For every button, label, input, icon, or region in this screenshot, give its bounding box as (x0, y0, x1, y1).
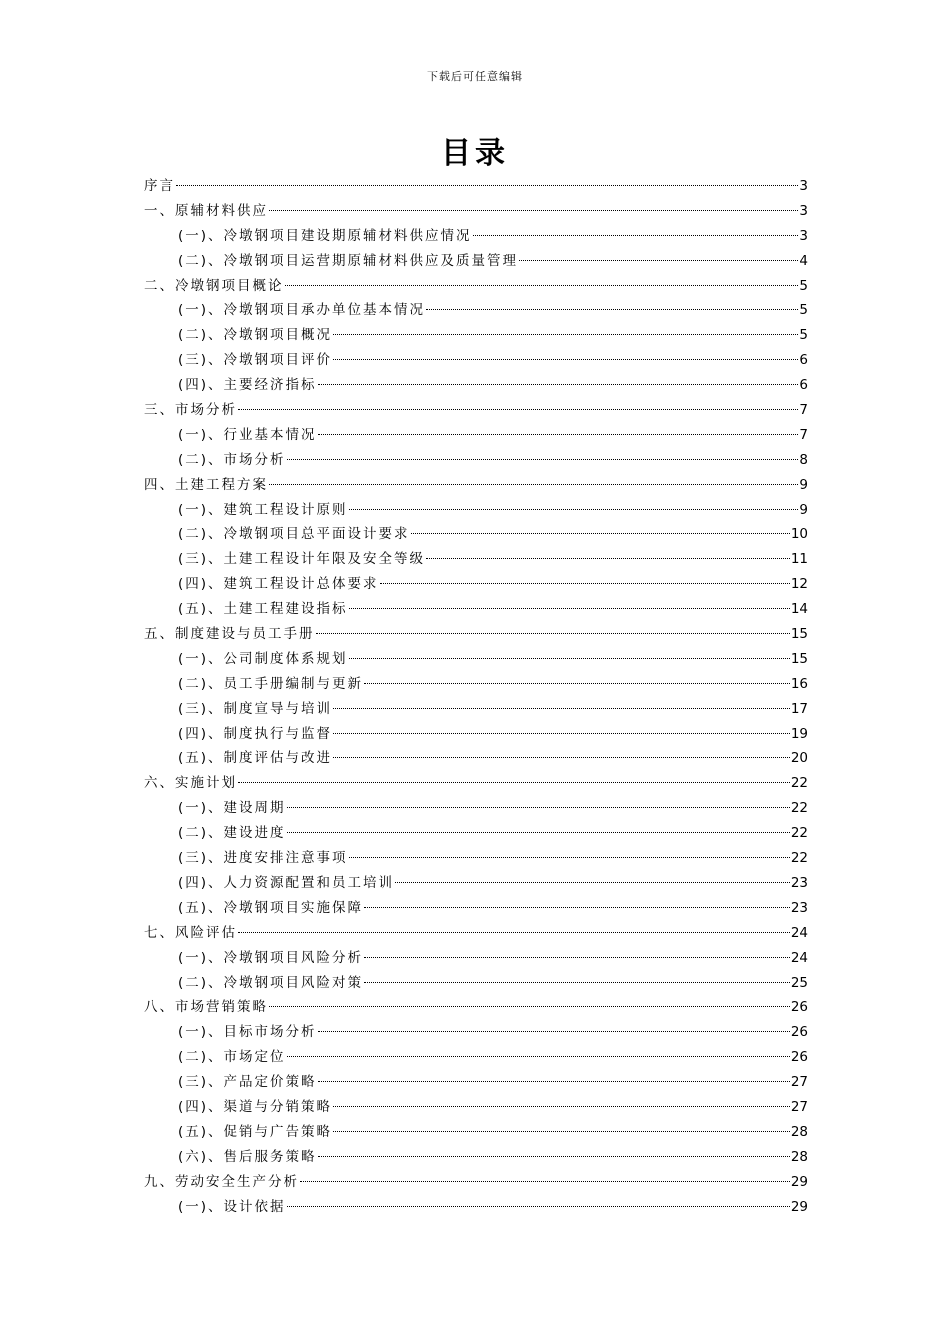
table-of-contents (144, 174, 808, 1219)
toc-page-number: 11 (790, 551, 808, 568)
toc-section-entry[interactable] (144, 672, 808, 697)
toc-section-entry[interactable] (144, 249, 808, 274)
toc-page-number: 26 (790, 999, 808, 1016)
toc-entry-title: (三)、产品定价策略 (178, 1074, 317, 1091)
toc-dot-leader (333, 757, 790, 758)
toc-page-number: 28 (790, 1123, 808, 1140)
toc-dot-leader (333, 733, 790, 734)
toc-page-number: 28 (790, 1148, 808, 1165)
toc-entry-title: (一)、冷墩钢项目承办单位基本情况 (178, 302, 426, 319)
toc-section-entry[interactable] (144, 323, 808, 348)
toc-entry-title: 四、土建工程方案 (144, 476, 268, 493)
toc-dot-leader (364, 957, 790, 958)
toc-page-number: 3 (799, 202, 808, 219)
toc-page-number: 4 (799, 252, 808, 269)
toc-chapter-entry[interactable] (144, 1170, 808, 1195)
toc-dot-leader (473, 235, 799, 236)
toc-entry-title: (三)、冷墩钢项目评价 (178, 352, 333, 369)
toc-chapter-entry[interactable] (144, 921, 808, 946)
page-header: 下载后可任意编辑 (427, 70, 523, 83)
toc-section-entry[interactable] (144, 1020, 808, 1045)
toc-page-number: 24 (790, 949, 808, 966)
toc-entry-title: 六、实施计划 (144, 775, 237, 792)
toc-dot-leader (269, 1006, 790, 1007)
toc-entry-title: (二)、市场分析 (178, 451, 286, 468)
toc-dot-leader (333, 1106, 790, 1107)
toc-entry-title: (二)、冷墩钢项目概况 (178, 327, 333, 344)
toc-page-number: 6 (799, 377, 808, 394)
toc-section-entry[interactable] (144, 871, 808, 896)
toc-dot-leader (287, 832, 790, 833)
toc-entry-title: (一)、冷墩钢项目风险分析 (178, 949, 364, 966)
toc-entry-title: (二)、建设进度 (178, 825, 286, 842)
toc-entry-title: (一)、冷墩钢项目建设期原辅材料供应情况 (178, 227, 472, 244)
toc-section-entry[interactable] (144, 1045, 808, 1070)
toc-page-number: 19 (790, 725, 808, 742)
toc-section-entry[interactable] (144, 498, 808, 523)
toc-chapter-entry[interactable] (144, 398, 808, 423)
toc-dot-leader (349, 658, 790, 659)
toc-section-entry[interactable] (144, 522, 808, 547)
toc-entry-title: (四)、制度执行与监督 (178, 725, 333, 742)
toc-section-entry[interactable] (144, 373, 808, 398)
toc-section-entry[interactable] (144, 896, 808, 921)
toc-entry-title: (五)、促销与广告策略 (178, 1123, 333, 1140)
toc-entry-title: (一)、设计依据 (178, 1198, 286, 1215)
toc-section-entry[interactable] (144, 224, 808, 249)
toc-section-entry[interactable] (144, 572, 808, 597)
toc-page-number: 12 (790, 576, 808, 593)
toc-page-number: 10 (790, 526, 808, 543)
toc-section-entry[interactable] (144, 348, 808, 373)
toc-dot-leader (269, 484, 798, 485)
toc-page-number: 25 (790, 974, 808, 991)
toc-section-entry[interactable] (144, 298, 808, 323)
page-title: 目录 (441, 136, 509, 171)
toc-page-number: 3 (799, 178, 808, 194)
toc-page-number: 29 (790, 1173, 808, 1190)
toc-entry-title: 序言 (144, 178, 175, 194)
toc-dot-leader (364, 683, 790, 684)
toc-entry-title: (四)、建筑工程设计总体要求 (178, 576, 379, 593)
toc-section-entry[interactable] (144, 796, 808, 821)
toc-page-number: 14 (790, 601, 808, 618)
toc-entry-title: 三、市场分析 (144, 402, 237, 419)
toc-dot-leader (269, 210, 798, 211)
toc-entry-title: (一)、建筑工程设计原则 (178, 501, 348, 518)
toc-page-number: 22 (790, 850, 808, 867)
toc-entry-title: (三)、进度安排注意事项 (178, 850, 348, 867)
toc-page-number: 9 (799, 501, 808, 518)
toc-page-number: 15 (790, 650, 808, 667)
toc-entry-title: (五)、制度评估与改进 (178, 750, 333, 767)
toc-entry-title: (三)、制度宣导与培训 (178, 700, 333, 717)
toc-section-entry[interactable] (144, 697, 808, 722)
toc-dot-leader (333, 359, 798, 360)
toc-dot-leader (238, 932, 790, 933)
toc-page-number: 24 (790, 924, 808, 941)
toc-entry-title: (二)、市场定位 (178, 1049, 286, 1066)
toc-section-entry[interactable] (144, 1095, 808, 1120)
toc-dot-leader (426, 558, 790, 559)
toc-dot-leader (285, 285, 799, 286)
toc-section-entry[interactable] (144, 846, 808, 871)
toc-page-number: 17 (790, 700, 808, 717)
toc-entry-title: (五)、冷墩钢项目实施保障 (178, 899, 364, 916)
toc-dot-leader (364, 907, 790, 908)
toc-dot-leader (300, 1181, 790, 1182)
toc-entry-title: 一、原辅材料供应 (144, 202, 268, 219)
toc-dot-leader (333, 708, 790, 709)
toc-chapter-entry[interactable] (144, 995, 808, 1020)
toc-chapter-entry[interactable] (144, 771, 808, 796)
toc-dot-leader (287, 1056, 790, 1057)
toc-page-number: 29 (790, 1198, 808, 1215)
toc-section-entry[interactable] (144, 448, 808, 473)
toc-page-number: 7 (799, 426, 808, 443)
toc-entry-title: 五、制度建设与员工手册 (144, 626, 315, 643)
toc-page-number: 27 (790, 1074, 808, 1091)
toc-page-number: 22 (790, 775, 808, 792)
toc-page-number: 23 (790, 874, 808, 891)
toc-page-number: 16 (790, 675, 808, 692)
toc-section-entry[interactable] (144, 722, 808, 747)
toc-page-number: 6 (799, 352, 808, 369)
toc-entry-title: (四)、主要经济指标 (178, 377, 317, 394)
toc-page-number: 20 (790, 750, 808, 767)
toc-entry-title: (五)、土建工程建设指标 (178, 601, 348, 618)
toc-dot-leader (380, 583, 790, 584)
toc-dot-leader (287, 807, 790, 808)
toc-section-entry[interactable] (144, 971, 808, 996)
toc-page-number: 7 (799, 402, 808, 419)
toc-page-number: 26 (790, 1024, 808, 1041)
toc-page-number: 9 (799, 476, 808, 493)
toc-section-entry[interactable] (144, 423, 808, 448)
toc-dot-leader (287, 459, 799, 460)
toc-chapter-entry[interactable] (144, 174, 808, 199)
toc-page-number: 8 (799, 451, 808, 468)
toc-section-entry[interactable] (144, 1195, 808, 1220)
toc-dot-leader (395, 882, 790, 883)
toc-section-entry[interactable] (144, 647, 808, 672)
toc-page-number: 22 (790, 825, 808, 842)
toc-page-number: 27 (790, 1098, 808, 1115)
toc-entry-title: (二)、冷墩钢项目总平面设计要求 (178, 526, 410, 543)
toc-section-entry[interactable] (144, 1145, 808, 1170)
toc-chapter-entry[interactable] (144, 199, 808, 224)
toc-page-number: 15 (790, 626, 808, 643)
toc-dot-leader (349, 509, 799, 510)
toc-dot-leader (333, 1131, 790, 1132)
toc-dot-leader (318, 1081, 790, 1082)
toc-entry-title: 九、劳动安全生产分析 (144, 1173, 299, 1190)
toc-section-entry[interactable] (144, 1070, 808, 1095)
toc-section-entry[interactable] (144, 946, 808, 971)
toc-chapter-entry[interactable] (144, 274, 808, 299)
toc-section-entry[interactable] (144, 547, 808, 572)
toc-dot-leader (287, 1206, 790, 1207)
toc-entry-title: (一)、目标市场分析 (178, 1024, 317, 1041)
toc-dot-leader (318, 1156, 790, 1157)
toc-dot-leader (349, 857, 790, 858)
toc-chapter-entry[interactable] (144, 473, 808, 498)
toc-section-entry[interactable] (144, 821, 808, 846)
toc-dot-leader (364, 982, 790, 983)
toc-dot-leader (238, 782, 790, 783)
toc-section-entry[interactable] (144, 1120, 808, 1145)
toc-entry-title: 七、风险评估 (144, 924, 237, 941)
toc-entry-title: (一)、公司制度体系规划 (178, 650, 348, 667)
toc-chapter-entry[interactable] (144, 622, 808, 647)
toc-section-entry[interactable] (144, 597, 808, 622)
toc-entry-title: (二)、员工手册编制与更新 (178, 675, 364, 692)
toc-dot-leader (318, 1031, 790, 1032)
toc-dot-leader (176, 185, 798, 186)
toc-entry-title: 八、市场营销策略 (144, 999, 268, 1016)
toc-page-number: 5 (799, 327, 808, 344)
toc-page-number: 3 (799, 227, 808, 244)
toc-dot-leader (318, 384, 799, 385)
toc-dot-leader (519, 260, 798, 261)
toc-entry-title: (三)、土建工程设计年限及安全等级 (178, 551, 426, 568)
toc-dot-leader (316, 633, 790, 634)
toc-entry-title: (一)、行业基本情况 (178, 426, 317, 443)
toc-page-number: 22 (790, 800, 808, 817)
toc-dot-leader (349, 608, 790, 609)
toc-entry-title: (二)、冷墩钢项目运营期原辅材料供应及质量管理 (178, 252, 519, 269)
toc-dot-leader (411, 533, 790, 534)
toc-dot-leader (238, 409, 798, 410)
toc-page-number: 5 (799, 302, 808, 319)
toc-page-number: 23 (790, 899, 808, 916)
toc-dot-leader (426, 309, 798, 310)
toc-entry-title: (一)、建设周期 (178, 800, 286, 817)
toc-entry-title: (六)、售后服务策略 (178, 1148, 317, 1165)
toc-dot-leader (333, 334, 798, 335)
toc-dot-leader (318, 434, 799, 435)
toc-entry-title: 二、冷墩钢项目概论 (144, 277, 284, 294)
toc-page-number: 5 (799, 277, 808, 294)
toc-entry-title: (四)、渠道与分销策略 (178, 1098, 333, 1115)
toc-section-entry[interactable] (144, 746, 808, 771)
toc-entry-title: (四)、人力资源配置和员工培训 (178, 874, 395, 891)
toc-page-number: 26 (790, 1049, 808, 1066)
toc-entry-title: (二)、冷墩钢项目风险对策 (178, 974, 364, 991)
